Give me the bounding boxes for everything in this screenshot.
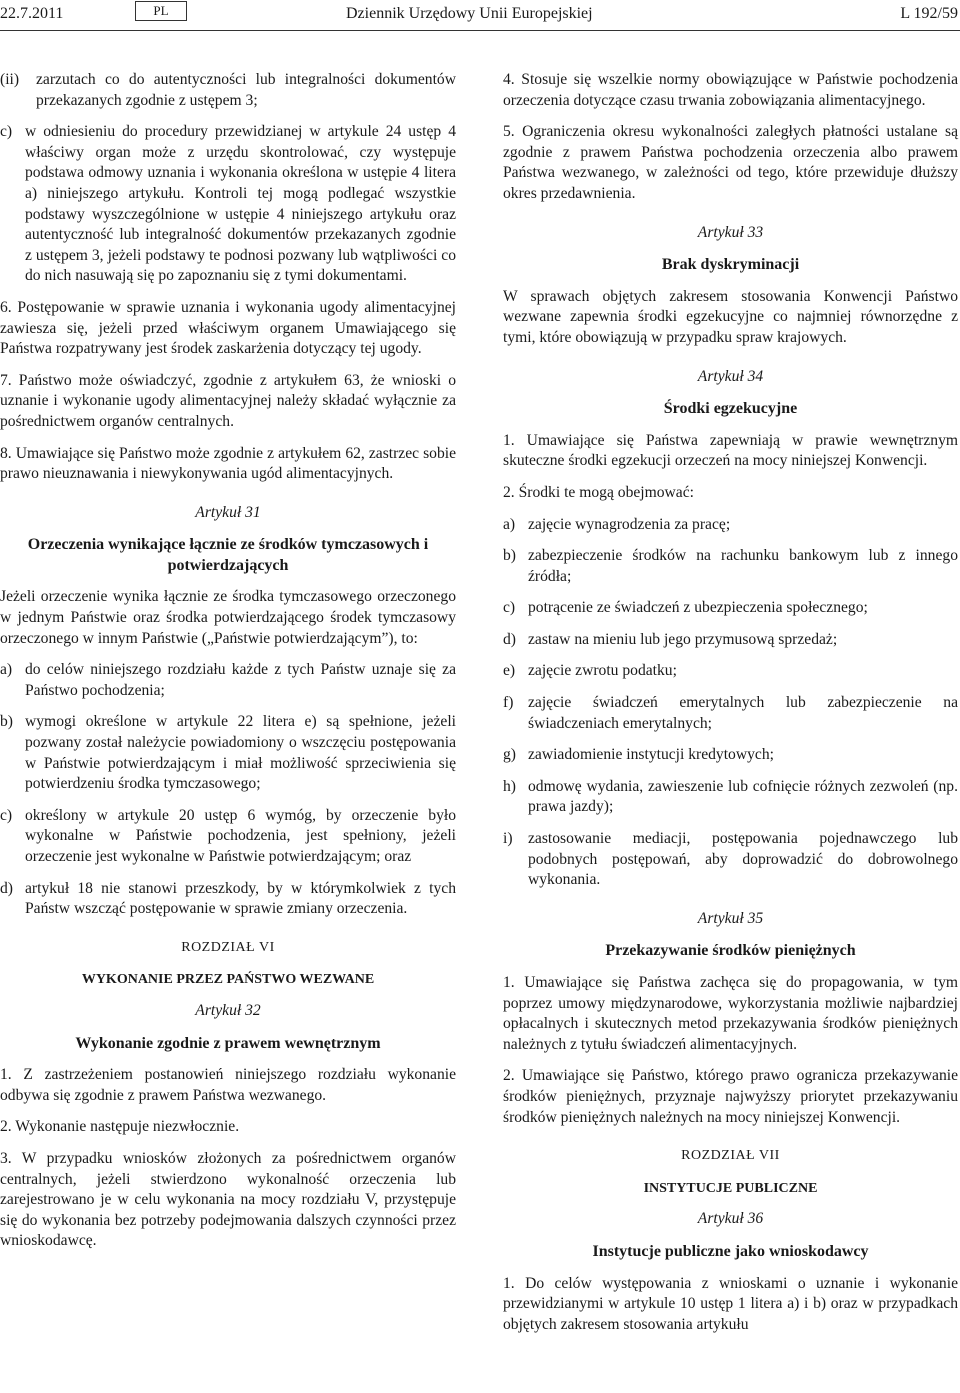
item-text: zajęcie świadczeń emerytalnych lub zabezpieczenie na świadczeniach emerytalnych; bbox=[528, 694, 958, 732]
list-item bbox=[503, 745, 958, 766]
item-label: a) bbox=[503, 515, 516, 533]
article-34-paragraph-1: 1. Umawiające się Państwa zapewniają w prawie wewnętrznym skuteczne środki egzekucji orzeczeń na mocy niniejszej Konwencji. bbox=[503, 431, 958, 470]
list-item bbox=[0, 122, 456, 287]
right-column bbox=[503, 70, 958, 1346]
page-reference: L 192/59 bbox=[900, 5, 958, 22]
journal-title: Dziennik Urzędowy Unii Europejskiej bbox=[346, 5, 593, 22]
item-label: d) bbox=[503, 630, 516, 648]
chapter-6-title: WYKONANIE PRZEZ PAŃSTWO WEZWANE bbox=[81, 972, 375, 988]
item-text: wymogi określone w artykule 22 litera e) są spełnione, jeżeli pozwany został należycie powiadomiony o wszczęciu postępowania w Państwie potwierdzającym i miał możliwość sprzeciwienia się potwierdzeniu środka tymczasowego; bbox=[25, 713, 456, 793]
item-label: i) bbox=[503, 830, 513, 848]
list-item bbox=[503, 829, 958, 891]
article-36-title: Instytucje publiczne jako wnioskodawcy bbox=[592, 1242, 869, 1260]
item-text: zawiadomienie instytucji kredytowych; bbox=[528, 746, 774, 764]
list-item bbox=[503, 598, 958, 619]
left-column bbox=[0, 70, 456, 1263]
article-32-paragraph-2: 2. Wykonanie następuje niezwłocznie. bbox=[0, 1118, 240, 1136]
chapter-6-label: ROZDZIAŁ VI bbox=[181, 939, 275, 955]
list-item bbox=[503, 546, 958, 587]
item-text: artykuł 18 nie stanowi przeszkody, by w którymkolwiek z tych Państw wszcząć postępowanie w sprawie zmiany orzeczenia. bbox=[25, 879, 456, 918]
list-item bbox=[0, 879, 456, 920]
language-badge: PL bbox=[135, 1, 187, 21]
list-item bbox=[0, 712, 456, 794]
article-31-heading: Artykuł 31 bbox=[195, 503, 261, 521]
item-text: zajęcie wynagrodzenia za pracę; bbox=[528, 515, 731, 533]
item-text: zarzutach co do autentyczności lub integralności dokumentów przekazanych zgodnie z ustępem 3; bbox=[36, 71, 456, 109]
article-34-heading: Artykuł 34 bbox=[697, 367, 764, 385]
item-text: w odniesieniu do procedury przewidzianej w artykule 24 ustęp 4 właściwy organ może z urzędu skontrolować, czy występuje podstawa odmowy uznania i wykonania określona w ustępie 4 litera a) niniejszego artykułu. Kontroli tej mogą podlegać wszystkie podstawy wyszczególnione w ustępie 4 niniejszego artykułu oraz autentyczność lub integralność dokumentów przekazanych zgodnie z ustępem 3, jeżeli podstawy te podnosi pozwany lub wątpliwości co do nich nasuwają się po zapoznaniu się z tymi dokumentami. bbox=[25, 123, 456, 285]
item-text: zabezpieczenie środków na rachunku bankowym lub z innego źródła; bbox=[528, 547, 958, 585]
list-item bbox=[0, 806, 456, 868]
chapter-7-title: INSTYTUCJE PUBLICZNE bbox=[643, 1180, 818, 1196]
article-35-paragraph-2: 2. Umawiające się Państwo, którego prawo ogranicza przekazywanie środków pieniężnych, przyznaje najwyższy priorytet przekazywaniu środków pieniężnych należnych na mocy niniejszej Konwencji. bbox=[503, 1067, 958, 1126]
paragraph-7: 7. Państwo może oświadczyć, zgodnie z artykułem 63, że wnioski o uznanie i wykonanie ugody alimentacyjnej należy składać wyłącznie za pośrednictwem organów centralnych. bbox=[0, 371, 456, 430]
item-label: c) bbox=[0, 806, 13, 824]
list-item bbox=[503, 630, 958, 651]
list-item bbox=[0, 70, 456, 111]
item-text: potrącenie ze świadczeń z ubezpieczenia społecznego; bbox=[528, 599, 868, 617]
article-31-title: Orzeczenia wynikające łącznie ze środków tymczasowych i potwierdzających bbox=[27, 536, 429, 574]
list-item bbox=[503, 661, 958, 682]
item-label: c) bbox=[503, 599, 516, 617]
item-label: c) bbox=[0, 123, 13, 141]
item-label: h) bbox=[503, 777, 516, 795]
article-35-heading: Artykuł 35 bbox=[697, 909, 764, 927]
article-36-heading: Artykuł 36 bbox=[697, 1210, 764, 1228]
list-item bbox=[0, 660, 456, 701]
item-label: b) bbox=[503, 547, 516, 565]
paragraph-8: 8. Umawiające się Państwo może zgodnie z artykułem 62, zastrzec sobie prawo nieuznawania i niewykonywania ugód alimentacyjnych. bbox=[0, 444, 456, 483]
article-34-title: Środki egzekucyjne bbox=[663, 400, 798, 418]
article-33-heading: Artykuł 33 bbox=[697, 223, 764, 241]
article-35-paragraph-1: 1. Umawiające się Państwa zachęca się do propagowania, w tym poprzez umowy międzynarodowe, wykorzystania możliwie najbardziej opłacalnych i skutecznych metod przekazywania środków pieniężnych należnych z tytułu świadczeń alimentacyjnych. bbox=[503, 974, 958, 1053]
page-header bbox=[0, 0, 960, 36]
item-text: zastaw na mieniu lub jego przymusową sprzedaż; bbox=[528, 630, 838, 648]
article-32-paragraph-1: 1. Z zastrzeżeniem postanowień niniejszego rozdziału wykonanie odbywa się zgodnie z prawem Państwa wezwanego. bbox=[0, 1066, 456, 1104]
article-36-paragraph-1: 1. Do celów występowania z wnioskami o uznanie i wykonanie przewidzianymi w artykule 10 ustęp 1 litera a) i b) oraz w przypadkach objętych zakresem stosowania artykułu bbox=[503, 1274, 958, 1333]
publication-date: 22.7.2011 bbox=[0, 5, 64, 22]
item-label: g) bbox=[503, 746, 516, 764]
item-text: odmowę wydania, zawieszenie lub cofnięcie różnych zezwoleń (np. prawa jazdy); bbox=[528, 777, 958, 816]
article-32-heading: Artykuł 32 bbox=[195, 1001, 261, 1019]
item-text: zajęcie zwrotu podatku; bbox=[528, 662, 677, 680]
item-label: e) bbox=[503, 662, 516, 680]
paragraph-4: 4. Stosuje się wszelkie normy obowiązujące w Państwie pochodzenia orzeczenia dotyczące czasu trwania zobowiązania alimentacyjnego. bbox=[503, 71, 958, 109]
item-text: określony w artykule 20 ustęp 6 wymóg, by orzeczenie było wykonalne w Państwie pochodzenia, jest spełniony, jeżeli orzeczenie jest wykonalne w Państwie potwierdzającym; oraz bbox=[25, 806, 456, 865]
list-item bbox=[503, 777, 958, 818]
paragraph-6: 6. Postępowanie w sprawie uznania i wykonania ugody alimentacyjnej zawiesza się, jeżeli przed właściwym organem Umawiającego się Państwa rozpatrywany jest środek zaskarżenia dotyczący tej ugody. bbox=[0, 298, 456, 358]
article-34-paragraph-2: 2. Środki te mogą obejmować: bbox=[503, 483, 694, 501]
article-31-intro: Jeżeli orzeczenie wynika łącznie ze środka tymczasowego orzeczonego w jednym Państwie oraz środka potwierdzającego środek tymczasowy orzeczonego w innym Państwie („Państwie potwierdzającym”), to: bbox=[0, 588, 456, 647]
list-item bbox=[503, 515, 958, 536]
item-label: a) bbox=[0, 661, 13, 679]
item-label: b) bbox=[0, 713, 13, 731]
paragraph-5: 5. Ograniczenia okresu wykonalności zaległych płatności ustalane są zgodnie z prawem Państwa pochodzenia orzeczenia albo prawem Państwa wezwanego, w zależności od tego, które przewiduje dłuższy okres przedawnienia. bbox=[503, 123, 958, 202]
article-32-title: Wykonanie zgodnie z prawem wewnętrznym bbox=[75, 1034, 381, 1052]
article-35-title: Przekazywanie środków pieniężnych bbox=[605, 942, 856, 960]
item-label: d) bbox=[0, 879, 13, 897]
item-text: do celów niniejszego rozdziału każde z tych Państw uznaje się za Państwo pochodzenia; bbox=[25, 661, 456, 699]
article-33-title: Brak dyskryminacji bbox=[661, 256, 800, 274]
list-item bbox=[503, 693, 958, 734]
chapter-7-label: ROZDZIAŁ VII bbox=[681, 1148, 780, 1164]
item-label: f) bbox=[503, 694, 514, 712]
article-33-text: W sprawach objętych zakresem stosowania Konwencji Państwo wezwane zapewnia środki egzekucyjne co najmniej równorzędne z tymi, które obowiązują w przypadku spraw krajowych. bbox=[503, 287, 958, 346]
header-rule bbox=[0, 30, 960, 31]
article-32-paragraph-3: 3. W przypadku wniosków złożonych za pośrednictwem organów centralnych, jeżeli stwierdzono wykonalność orzeczenia lub zarejestrowano je w celu wykonania na mocy rozdziału V, przystępuje się do wykonania bez potrzeby podejmowania dalszych czynności przez wnioskodawcę. bbox=[0, 1149, 456, 1250]
item-label: (ii) bbox=[0, 71, 20, 88]
item-text: zastosowanie mediacji, postępowania pojednawczego lub podobnych postępowań, aby doprowadzić do dobrowolnego wykonania. bbox=[528, 830, 958, 889]
